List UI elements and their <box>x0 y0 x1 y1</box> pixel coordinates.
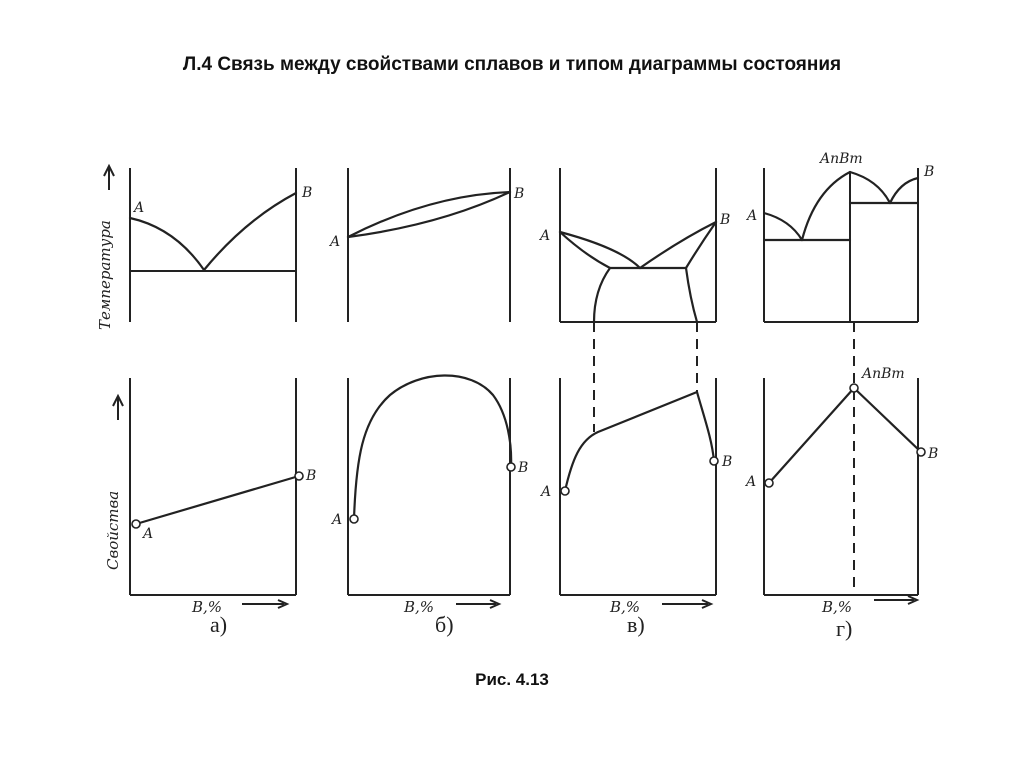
panel-b-bottom-label-a: A <box>332 512 343 528</box>
panel-v-property-curve <box>565 392 714 491</box>
panel-v-top-label-a: A <box>540 228 551 244</box>
panel-b-property-curve <box>354 375 511 519</box>
temperature-axis-label-group <box>96 166 114 330</box>
panel-b-point-a <box>350 515 358 523</box>
panel-a-bottom-label-b: B <box>306 468 317 484</box>
panel-v-composition-label: В,% <box>610 598 641 616</box>
panel-b-composition-label: В,% <box>404 598 435 616</box>
slide-title: Л.4 Связь между свойствами сплавов и типом диаграммы состояния <box>182 54 842 75</box>
panel-a-liquidus-right <box>204 193 296 270</box>
panel-b-liquidus <box>348 192 510 237</box>
panel-b-solidus <box>348 192 510 237</box>
panel-a-composition-label: В,% <box>192 598 223 616</box>
panel-a-bottom-label-a: A <box>143 526 154 542</box>
panel-g-letter: г) <box>836 616 853 641</box>
panel-v-solidus-left <box>560 232 610 268</box>
panel-g-top-compound-label: AnBm <box>820 151 863 167</box>
panel-a-top-label-b: B <box>302 185 313 201</box>
panel-b-bottom-label-b: B <box>518 460 529 476</box>
panel-g-property-curve <box>769 388 921 483</box>
panel-g-bottom-compound-label: AnBm <box>862 366 905 382</box>
panel-a-top-label-a: A <box>134 200 145 216</box>
panel-a-letter: а) <box>210 612 228 637</box>
panel-g-bottom-label-a: A <box>746 474 757 490</box>
properties-axis-label: Свойства <box>104 490 122 570</box>
temperature-axis-label: Температура <box>96 220 114 330</box>
panel-g-liquidus-2 <box>802 172 850 240</box>
panel-a-point-b <box>295 472 303 480</box>
panel-b-top-label-a: A <box>330 234 341 250</box>
panel-a-point-a <box>132 520 140 528</box>
panel-b <box>328 168 528 637</box>
panel-g-liquidus-3 <box>850 172 890 203</box>
panel-a-property-line <box>136 476 299 524</box>
panel-g-liquidus-4 <box>890 178 918 203</box>
panel-g-top-label-a: A <box>747 208 758 224</box>
panel-b-point-b <box>507 463 515 471</box>
panel-g-top-label-b: B <box>924 164 935 180</box>
panel-g-point-a <box>765 479 773 487</box>
panel-v-bottom-label-b: B <box>722 454 733 470</box>
panel-v-solvus-right <box>686 268 697 322</box>
panel-v-liquidus-right <box>640 222 716 268</box>
panel-b-letter: б) <box>435 612 454 637</box>
panel-g-bottom-label-b: B <box>928 446 939 462</box>
panel-a <box>130 168 316 637</box>
panel-g <box>744 151 938 641</box>
properties-axis-label-group <box>104 396 123 570</box>
panel-g-point-b <box>917 448 925 456</box>
panel-b-top-label-b: B <box>514 186 525 202</box>
panel-a-liquidus-left <box>130 218 204 270</box>
panel-v <box>538 168 732 637</box>
panel-v-point-a <box>561 487 569 495</box>
panel-v-letter: в) <box>627 612 645 637</box>
figure-caption: Рис. 4.13 <box>475 670 549 689</box>
panel-g-point-compound <box>850 384 858 392</box>
panel-v-bottom-label-a: A <box>541 484 552 500</box>
panel-v-point-b <box>710 457 718 465</box>
panel-v-top-label-b: B <box>720 212 731 228</box>
panel-v-solvus-left <box>594 268 610 322</box>
panel-g-liquidus-1 <box>764 213 802 240</box>
panel-g-composition-label: В,% <box>822 598 853 616</box>
